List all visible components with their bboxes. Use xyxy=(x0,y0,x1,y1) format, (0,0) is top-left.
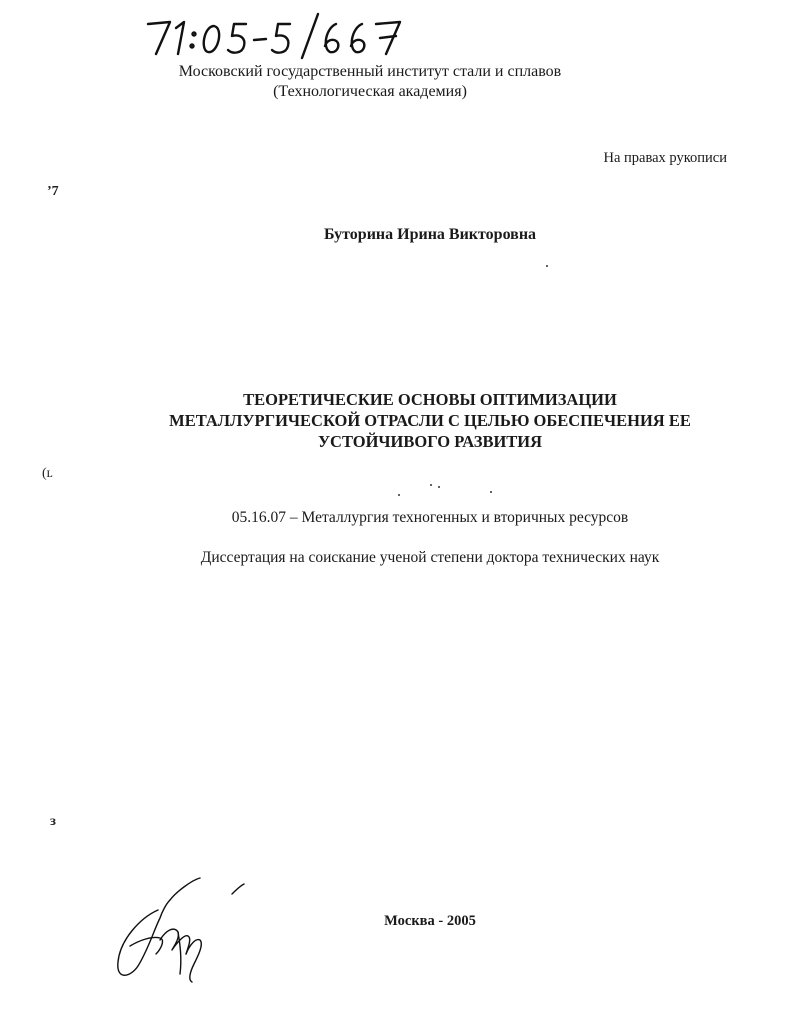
institute-name: Московский государственный институт стали и сплавов xyxy=(178,63,562,80)
handwritten-signature xyxy=(100,870,250,990)
city-year: Москва - 2005 xyxy=(384,913,476,929)
title-line-3: УСТОЙЧИВОГО РАЗВИТИЯ xyxy=(317,432,543,451)
scan-speck xyxy=(546,265,548,267)
scan-speck xyxy=(398,494,400,496)
handwritten-number-drawing xyxy=(140,8,410,60)
scan-speck xyxy=(438,486,440,488)
title-line-2: МЕТАЛЛУРГИЧЕСКОЙ ОТРАСЛИ С ЦЕЛЬЮ ОБЕСПЕЧЕНИЯ ЕЕ xyxy=(169,411,691,430)
dissertation-title xyxy=(100,389,760,452)
institute-block xyxy=(170,62,570,102)
margin-mark-middle: (ʟ xyxy=(42,466,53,481)
specialty-code: 05.16.07 – Металлургия техногенных и вторичных ресурсов xyxy=(231,509,629,526)
margin-mark-bottom: ɜ xyxy=(50,814,56,829)
degree-statement: Диссертация на соискание ученой степени доктора технических наук xyxy=(200,549,660,566)
scan-speck xyxy=(490,491,492,493)
handwritten-archive-number xyxy=(140,8,410,60)
author-name: Буторина Ирина Викторовна xyxy=(323,226,537,243)
margin-mark-top: ʼ7 xyxy=(47,184,59,199)
signature-drawing xyxy=(100,870,250,990)
scan-speck xyxy=(430,484,432,486)
institute-subtitle: (Технологическая академия) xyxy=(273,83,467,100)
manuscript-rights-note: На правах рукописи xyxy=(603,150,727,166)
title-line-1: ТЕОРЕТИЧЕСКИЕ ОСНОВЫ ОПТИМИЗАЦИИ xyxy=(243,390,617,409)
